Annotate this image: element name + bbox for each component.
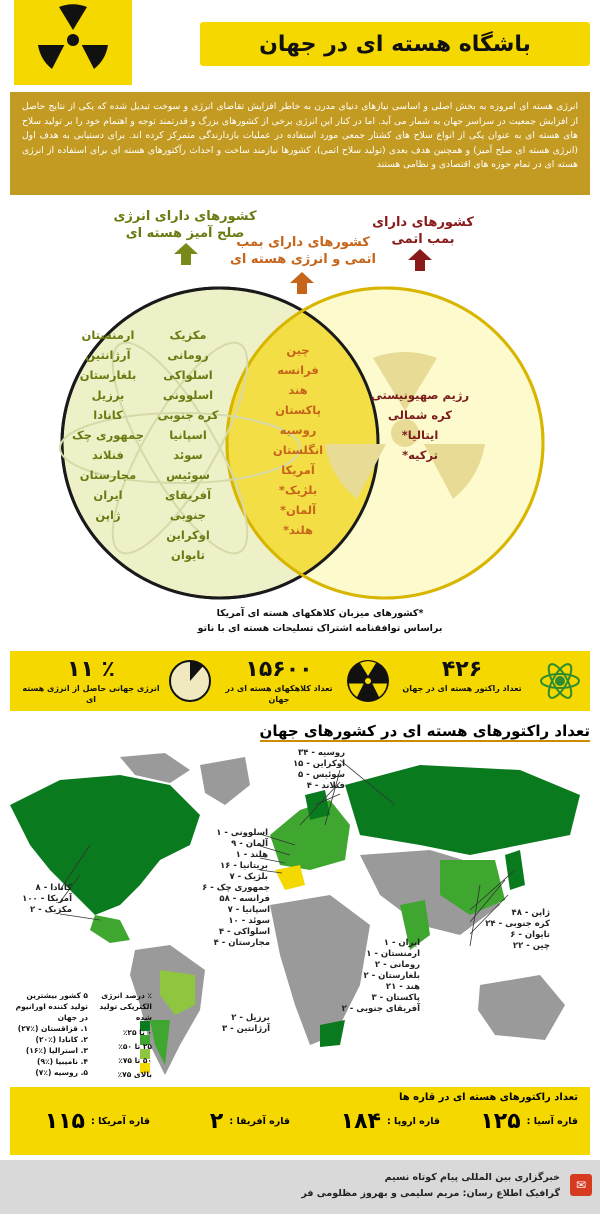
- country: برزیل: [91, 388, 125, 402]
- continent-asia: [480, 1109, 578, 1134]
- stat-value: ٪ ۱۱: [67, 657, 115, 682]
- stats-bar: [10, 651, 590, 711]
- map-label: کانادا - ۸: [35, 883, 72, 893]
- country: جمهوری چک: [71, 428, 145, 442]
- continent-label: قاره آمریکا :: [91, 1116, 150, 1127]
- stat-label: انرژی جهانی حاصل از انرژی هسته ای: [22, 684, 160, 704]
- country: مجارستان: [79, 468, 137, 482]
- stat-reactors: [392, 657, 532, 694]
- country: آرژانتین: [85, 348, 131, 362]
- stat-label: تعداد راکتور هسته ای در جهان: [402, 684, 522, 693]
- map-label: تایوان - ۶: [510, 930, 550, 940]
- map-label: بریتانیا - ۱۶: [219, 861, 268, 871]
- labels-america: [12, 883, 72, 916]
- legend-item: ۰ تا ۲۵٪: [122, 1028, 152, 1037]
- map-label: روسیه - ۳۴: [298, 748, 345, 758]
- continent-value: ۱۱۵: [44, 1109, 85, 1134]
- footnote-line: *کشورهای میزبان کلاهکهای هسته ای آمریکا: [216, 608, 424, 619]
- country: فرانسه: [277, 363, 319, 377]
- country: پاکستان: [275, 403, 321, 417]
- continents-bar: [10, 1087, 590, 1155]
- pie-icon: [168, 659, 212, 703]
- map-label: مکزیک - ۲: [29, 905, 72, 915]
- country: روسیه: [279, 423, 317, 437]
- continents-title: تعداد راکتورهای هسته ای در قاره ها: [399, 1092, 578, 1103]
- map-label: ایران - ۱: [383, 938, 420, 948]
- legend-uranium: [8, 990, 88, 1078]
- stat-energy: [16, 657, 166, 705]
- country: سوئد: [173, 448, 203, 462]
- country: آلمان*: [279, 503, 317, 517]
- map-label: جمهوری چک - ۶: [202, 883, 270, 893]
- map-label: آلمان - ۹: [231, 839, 268, 849]
- country: تایوان: [171, 548, 205, 562]
- legend-item: ۲۵ تا ۵۰٪: [118, 1042, 152, 1051]
- footer-credits: [301, 1170, 560, 1202]
- arrow-up-icon: [408, 249, 432, 271]
- legend-item: ۵۰ تا ۷۵٪: [118, 1056, 152, 1065]
- footer-line: خبرگزاری بین المللی پیام کوتاه نسیم: [384, 1172, 560, 1183]
- labels-west-europe: [200, 828, 268, 883]
- country: اسلوونی: [162, 388, 214, 402]
- labels-russia-group: [250, 748, 345, 792]
- map-label: هلند - ۱: [235, 850, 268, 860]
- country: هند: [288, 383, 308, 397]
- map-label: آفریقای جنوبی - ۲: [341, 1004, 420, 1014]
- page-title: باشگاه هسته ای در جهان: [200, 22, 590, 66]
- labels-east-asia: [470, 908, 550, 952]
- country: ژاپن: [95, 508, 121, 522]
- legend-percent: [92, 990, 152, 1080]
- peaceful-list-2: [68, 325, 148, 525]
- legend-title: ۵ کشور بیشترین تولید کننده اورانیوم در جهان: [15, 991, 88, 1022]
- legend-item: ۱. قزاقستان (٪۲۷): [17, 1024, 88, 1033]
- footnote-line: براساس توافقنامه اشتراک تسلیحات هسته ای با ناتو: [197, 623, 443, 634]
- radiation-icon: [346, 659, 390, 703]
- country: آمریکا: [281, 463, 315, 477]
- legend-item: ۲. کانادا (٪۲۰): [35, 1035, 88, 1044]
- country: رژیم صهیونیستی: [370, 388, 470, 402]
- map-label: مجارستان - ۴: [213, 938, 270, 948]
- country: مکزیک: [169, 328, 207, 342]
- radiation-badge: [14, 0, 132, 85]
- map-label: فرانسه - ۵۸: [219, 894, 270, 904]
- footer-line: گرافیک اطلاع رسان: مریم سلیمی و بهروز مظلومی فر: [301, 1188, 560, 1199]
- country: کره جنوبی: [157, 408, 219, 422]
- arrow-up-icon: [174, 243, 198, 265]
- continent-america: [45, 1109, 150, 1134]
- country: انگلستان: [272, 443, 324, 457]
- country: اسلواکی: [163, 368, 213, 382]
- labels-middle-europe: [190, 883, 270, 949]
- continent-label: قاره آفریقا :: [229, 1116, 290, 1127]
- stat-value: ۴۲۶: [441, 657, 483, 682]
- map-title-text: تعداد راکتورهای هسته ای در کشورهای جهان: [259, 722, 590, 740]
- legend-title: ٪ درصد انرژی الکتریکی تولید شده: [99, 991, 152, 1022]
- country: چین: [286, 343, 310, 357]
- map-label: فنلاند - ۴: [306, 781, 345, 791]
- map-label: کره جنوبی - ۲۴: [485, 919, 550, 929]
- legend-item: ۴. نامیبیا (٪۹): [37, 1057, 88, 1066]
- country: ارمنستان: [81, 328, 135, 342]
- continent-label: قاره آسیا :: [526, 1116, 578, 1127]
- map-label: چین - ۲۲: [512, 941, 550, 951]
- map-label: بلژیک - ۷: [229, 872, 268, 882]
- legend-item: بالای ۷۵٪: [117, 1070, 152, 1079]
- map-label: ژاپن - ۴۸: [511, 908, 550, 918]
- map-title: [230, 722, 590, 740]
- labels-asia-mid: [330, 938, 420, 1015]
- label-bomb: کشورهای دارای بمب اتمی: [372, 215, 474, 247]
- label-peaceful: کشورهای دارای انرژی صلح آمیز هسته ای: [113, 209, 257, 241]
- map-label: اسلواکی - ۴: [218, 927, 270, 937]
- label-both: کشورهای دارای بمب اتمی و انرژی هسته ای: [229, 235, 376, 267]
- map-label: آرژانتین - ۳: [221, 1024, 270, 1034]
- header: [0, 0, 600, 85]
- map-label: سوئیس - ۵: [297, 770, 345, 780]
- legend-item: ۳. استرالیا (٪۱۶): [25, 1046, 88, 1055]
- continent-value: ۱۸۴: [340, 1109, 381, 1134]
- stat-value: ۱۵۶۰۰: [245, 657, 313, 682]
- both-list: [258, 340, 338, 540]
- country: هلند*: [282, 523, 314, 537]
- venn-footnote: [180, 606, 460, 636]
- stat-label: تعداد کلاهکهای هسته ای در جهان: [225, 684, 333, 704]
- country: کانادا: [93, 408, 123, 422]
- map-label: سوئد - ۱۰: [228, 916, 270, 926]
- continent-value: ۲: [209, 1109, 224, 1134]
- country: رومانی: [167, 348, 209, 362]
- map-label: اسلوونی - ۱: [216, 828, 268, 838]
- intro-paragraph: انرژی هسته ای امروزه به بخش اصلی و اساسی نیازهای دنیای مدرن به خاطر افزایش تقاضای انرژی و سوخت تبدیل شده که یکی از نتایج حاصل از افزایش جمعیت در سراسر جهان به شمار می آید. اما در کنار این انرژی برخی از کشورهای بزرگ و قدرتمند توجه و اهتمام خود را بر تولید سلاح های هسته ای به عنوان یکی از انواع سلاح های کشتار جمعی مورد استفاده در عملیات بازدارندگی متمرکز کرده اند. برای دستیابی به هدف اول (انرژی هسته ای صلح آمیز) و همچنین هدف بعدی (تولید سلاح اتمی)، کشورها نیازمند ساخت و احداث رآکتورهای هسته ای برای استفاده از انرژی هسته ای در تمام حوزه های اقتصادی و نظامی هستند: [10, 92, 590, 195]
- map-label: هند - ۲۱: [385, 982, 420, 992]
- country: آفریقای جنوبی: [164, 488, 212, 522]
- map-label: اوکراین - ۱۵: [292, 759, 345, 769]
- country: اوکراین: [166, 528, 210, 542]
- stat-warheads: [214, 657, 344, 705]
- map-label: اسپانیا - ۷: [227, 905, 270, 915]
- country: ایران: [93, 488, 123, 502]
- country: کره شمالی: [388, 408, 452, 422]
- continent-africa: [210, 1109, 290, 1134]
- country: ترکیه*: [402, 448, 438, 462]
- country: سوئیس: [166, 468, 210, 482]
- map-label: آمریکا - ۱۰۰: [22, 894, 72, 904]
- continent-value: ۱۲۵: [480, 1109, 521, 1134]
- country: فنلاند: [92, 448, 124, 462]
- map-label: ارمنستان - ۱: [366, 949, 420, 959]
- map-label: رومانی - ۲: [374, 960, 420, 970]
- country: بلژیک*: [278, 483, 318, 497]
- map-label: برزیل - ۲: [231, 1013, 270, 1023]
- radiation-icon: [14, 0, 132, 85]
- atom-icon: [538, 659, 582, 703]
- map-label: پاکستان - ۳: [371, 993, 420, 1003]
- country: ایتالیا*: [401, 428, 439, 442]
- bomb-list: [365, 385, 475, 465]
- footer: [0, 1160, 600, 1214]
- continent-label: قاره اروپا :: [386, 1116, 440, 1127]
- map-label: بلغارستان - ۲: [363, 971, 420, 981]
- agency-logo-icon: ✉: [570, 1174, 592, 1196]
- country: بلغارستان: [79, 368, 137, 382]
- peaceful-list-1: [148, 325, 228, 565]
- country: اسپانیا: [169, 428, 207, 442]
- legend-item: ۵. روسیه (٪۷): [35, 1068, 88, 1077]
- labels-south-america: [210, 1013, 270, 1035]
- continent-europe: [341, 1109, 440, 1134]
